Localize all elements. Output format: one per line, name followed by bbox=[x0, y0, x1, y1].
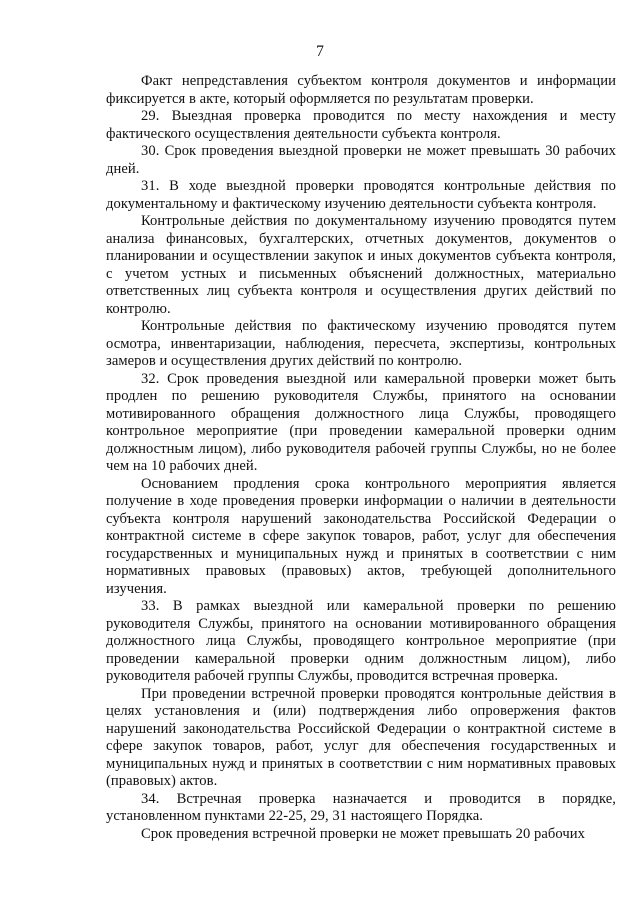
page-number: 7 bbox=[316, 43, 324, 60]
paragraph-extension-grounds: Основанием продления срока контрольного мероприятия является получение в ходе проведения проверки информации о наличии в деятельности субъекта контроля нарушений законодательства Российской Федерации о контрактной системе в сфере закупок товаров, работ, услуг для обеспечения государственных и муниципальных нужд и принятых в соответствии с ним нормативных правовых (правовых) актов, требующей дополнительного изучения. bbox=[106, 475, 616, 597]
paragraph-33: 33. В рамках выездной или камеральной проверки по решению руководителя Службы, принятого на основании мотивированного обращения должностного лица Службы, проводящего контрольное мероприятие (при проведении камеральной проверки одним должностным лицом), либо руководителя рабочей группы Службы, проводится встречная проверка. bbox=[106, 598, 616, 684]
paragraph-counter-check-actions: При проведении встречной проверки проводятся контрольные действия в целях установления и (или) подтверждения либо опровержения фактов нарушений законодательства Российской Федерации о контрактной системе в сфере закупок товаров, работ, услуг для обеспечения государственных и муниципальных нужд и принятых в соответствии с ним нормативных правовых (правовых) актов. bbox=[106, 685, 616, 789]
paragraph-fact-nonsubmission: Факт непредставления субъектом контроля документов и информации фиксируется в акте, который оформляется по результатам проверки. bbox=[106, 73, 616, 107]
paragraph-factual-study: Контрольные действия по фактическому изучению проводятся путем осмотра, инвентаризации, наблюдения, пересчета, экспертизы, контрольных замеров и осуществления других действий по контролю. bbox=[106, 318, 616, 369]
document-body bbox=[106, 73, 616, 843]
paragraph-34: 34. Встречная проверка назначается и проводится в порядке, установленном пунктами 22-25, 29, 31 настоящего Порядка. bbox=[106, 790, 616, 824]
paragraph-32: 32. Срок проведения выездной или камеральной проверки может быть продлен по решению руководителя Службы, принятого на основании мотивированного обращения должностного лица Службы, проводящего контрольное мероприятие (при проведении камеральной проверки одним должностным лицом), либо руководителя рабочей группы Службы, но не более чем на 10 рабочих дней. bbox=[106, 370, 616, 474]
paragraph-30: 30. Срок проведения выездной проверки не может превышать 30 рабочих дней. bbox=[106, 143, 616, 177]
paragraph-counter-check-term: Срок проведения встречной проверки не может превышать 20 рабочих bbox=[141, 825, 585, 842]
paragraph-31: 31. В ходе выездной проверки проводятся контрольные действия по документальному и фактическому изучению деятельности субъекта контроля. bbox=[106, 178, 616, 212]
paragraph-documentary-study: Контрольные действия по документальному изучению проводятся путем анализа финансовых, бухгалтерских, отчетных документов, документов о планировании и осуществлении закупок и иных документов субъекта контроля, с учетом устных и письменных объяснений должностных, материально ответственных лиц субъекта контроля и осуществления других действий по контролю. bbox=[106, 213, 616, 317]
paragraph-29: 29. Выездная проверка проводится по месту нахождения и месту фактического осуществления деятельности субъекта контроля. bbox=[106, 108, 616, 142]
